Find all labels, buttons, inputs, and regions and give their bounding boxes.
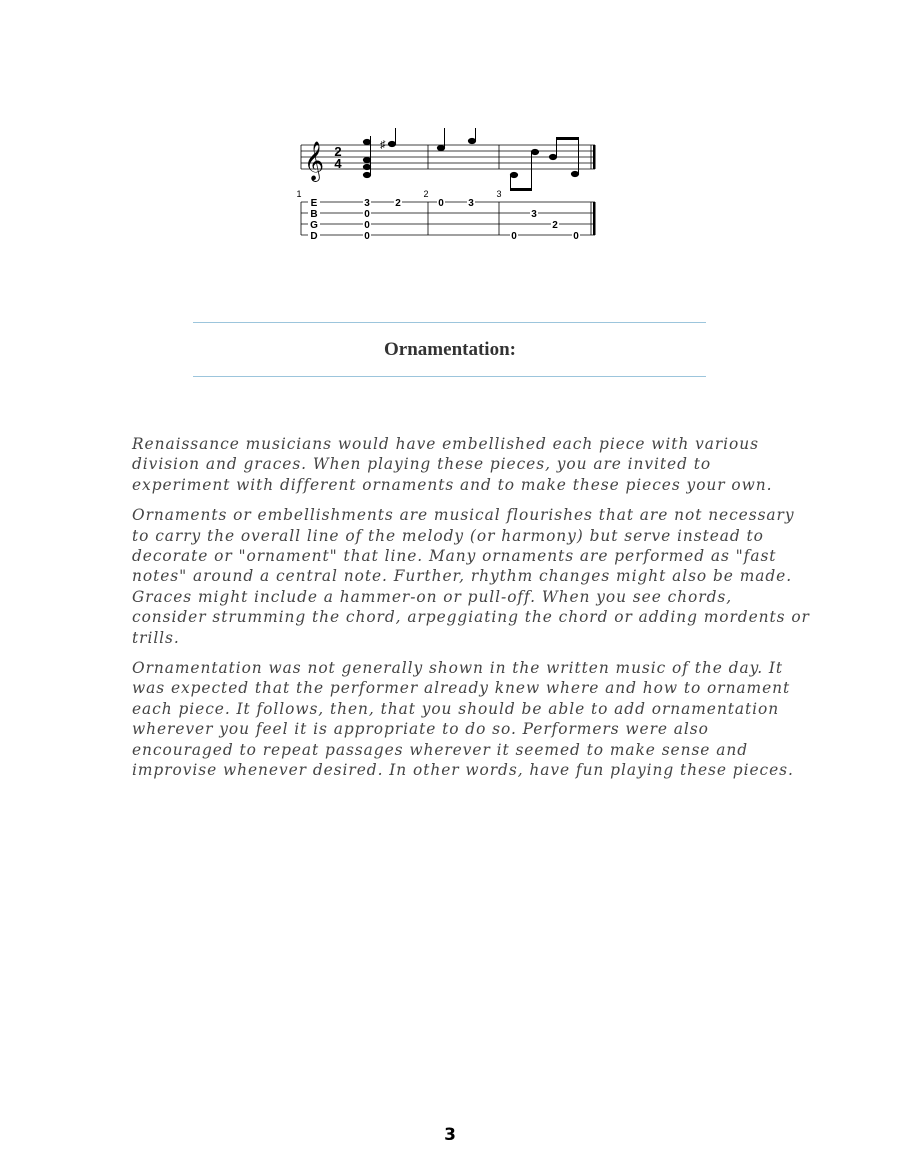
section-rule-bottom — [193, 376, 706, 377]
note-head — [388, 141, 395, 146]
measure-number: 1 — [296, 189, 302, 199]
fret-number: 2 — [395, 198, 401, 209]
text-line: to carry the overall line of the melody (or harmony) but serve instead to — [132, 526, 764, 545]
text-line: was expected that the performer already knew where and how to ornament — [132, 679, 791, 698]
page-number: 3 — [444, 1125, 456, 1145]
note-head — [468, 138, 475, 143]
paragraph — [132, 434, 782, 495]
fret-number: 3 — [364, 198, 370, 209]
text-line: trills. — [132, 628, 180, 647]
note-head — [571, 171, 578, 176]
text-line: wherever you feel it is appropriate to do so. Performers were also — [132, 720, 709, 739]
string-name: D — [310, 231, 318, 242]
fret-number: 0 — [438, 198, 444, 209]
string-name: B — [310, 209, 318, 220]
treble-clef-icon: 𝄞 — [304, 142, 325, 180]
sharp-icon: ♯ — [380, 139, 386, 151]
text-line: Ornamentation was not generally shown in the written music of the day. It — [132, 659, 784, 678]
text-line: experiment with different ornaments and to make these pieces your own. — [132, 475, 773, 494]
notation-notes — [363, 128, 579, 191]
text-line: decorate or "ornament" that line. Many ornaments are performed as "fast — [132, 547, 777, 566]
text-line: each piece. It follows, then, that you should be able to add ornamentation — [132, 699, 780, 718]
tab-staff — [301, 202, 595, 235]
note-head — [549, 154, 556, 159]
fret-number: 0 — [364, 220, 370, 231]
beam — [556, 137, 579, 140]
section-rule-top — [193, 322, 706, 323]
fret-number: 2 — [552, 220, 558, 231]
text-line: encouraged to repeat passages wherever it seemed to make sense and — [132, 740, 748, 759]
note-head — [437, 145, 444, 150]
paragraph — [132, 658, 794, 780]
string-name: G — [310, 220, 318, 231]
measure-number: 2 — [423, 189, 429, 199]
music-notation-excerpt — [292, 128, 604, 246]
fret-number: 0 — [364, 231, 370, 242]
text-line: Renaissance musicians would have embellished each piece with various — [132, 435, 759, 453]
text-line: notes" around a central note. Further, rhythm changes might also be made. — [132, 567, 793, 586]
note-head — [531, 149, 538, 154]
note-head — [363, 172, 370, 177]
text-line: division and graces. When playing these pieces, you are invited to — [132, 455, 712, 474]
time-signature-top: 2 — [334, 144, 342, 159]
text-line: Ornaments or embellishments are musical flourishes that are not necessary — [132, 506, 795, 525]
body-text — [132, 434, 810, 791]
text-line: consider strumming the chord, arpeggiating the chord or adding mordents or — [132, 608, 810, 627]
fret-number: 0 — [573, 231, 579, 242]
text-line: improvise whenever desired. In other words, have fun playing these pieces. — [132, 761, 794, 780]
section-title: Ornamentation: — [384, 339, 516, 360]
final-barline — [593, 145, 596, 169]
beam — [510, 188, 532, 191]
fret-number: 0 — [511, 231, 517, 242]
note-head — [363, 164, 370, 169]
fret-number: 3 — [531, 209, 537, 220]
note-head — [510, 172, 517, 177]
string-name: E — [310, 198, 318, 209]
tab-final-barline — [593, 202, 596, 235]
paragraph — [132, 505, 810, 648]
note-head — [363, 139, 370, 144]
measure-number: 3 — [496, 189, 502, 199]
fret-number: 3 — [468, 198, 474, 209]
note-head — [363, 157, 370, 162]
time-signature-bottom: 4 — [334, 156, 342, 171]
text-line: Graces might include a hammer-on or pull-off. When you see chords, — [132, 587, 733, 606]
fret-number: 0 — [364, 209, 370, 220]
